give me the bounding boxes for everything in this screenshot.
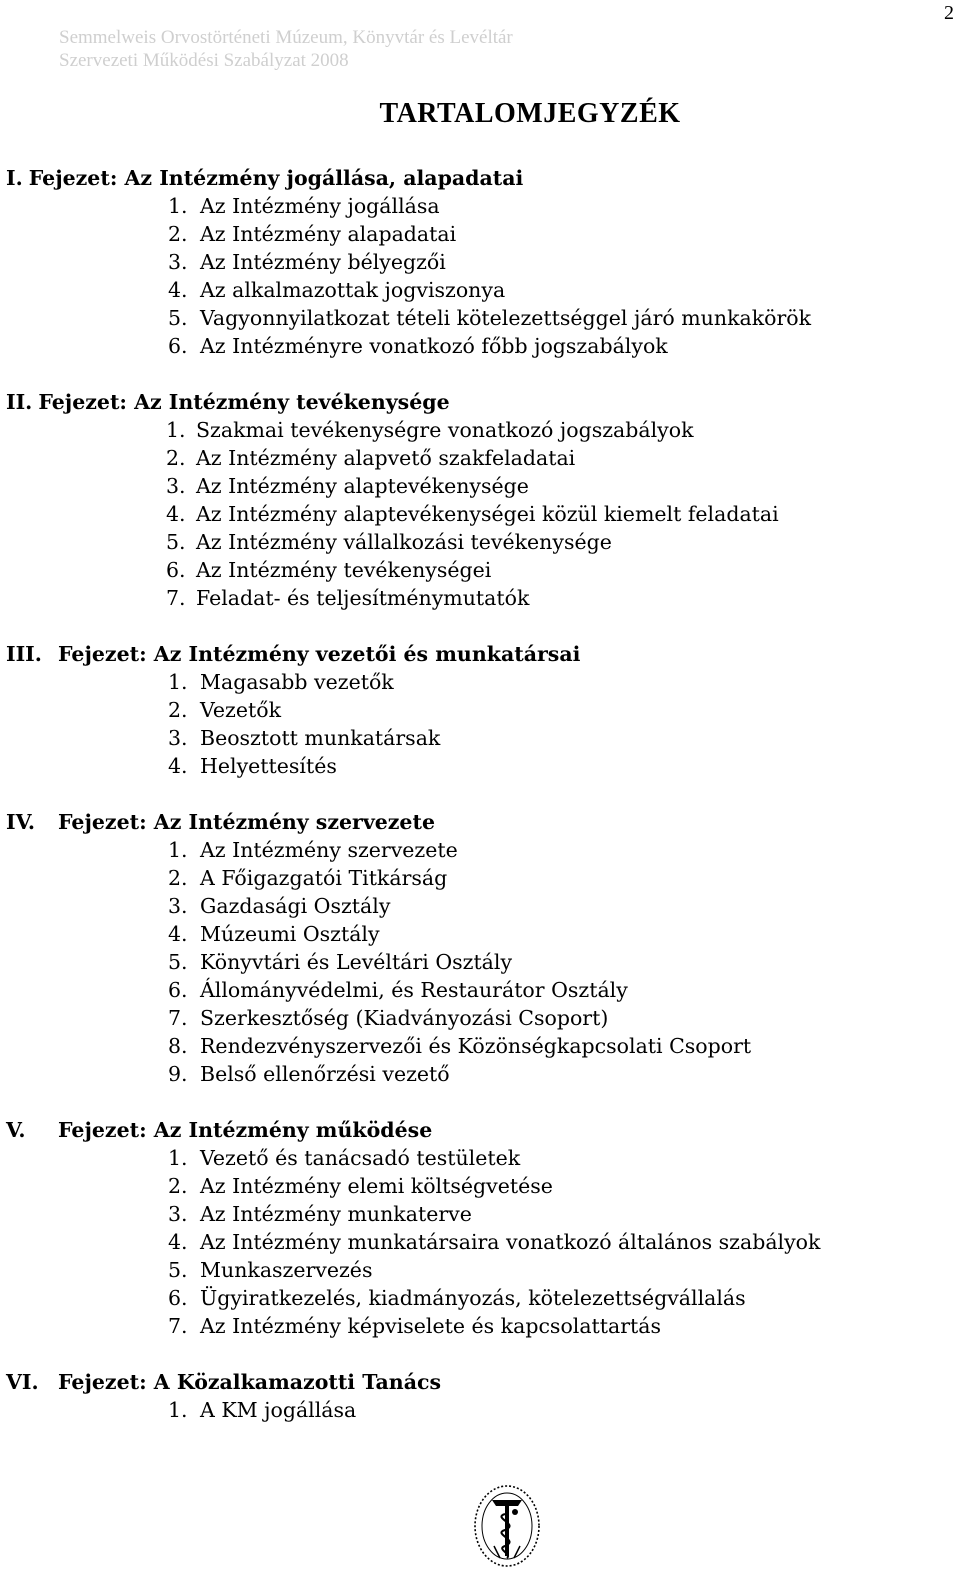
- header-watermark: [59, 26, 513, 72]
- item-text: Szerkesztőség (Kiadványozási Csoport): [200, 1006, 609, 1030]
- item-text: Az Intézmény munkatársaira vonatkozó általános szabályok: [200, 1230, 821, 1254]
- list-item[interactable]: [0, 192, 960, 220]
- chapter-title: Fejezet: Az Intézmény jogállása, alapadatai: [28, 166, 524, 190]
- item-number: 6.: [166, 558, 186, 582]
- item-number: 5.: [168, 306, 188, 330]
- list-item[interactable]: [0, 864, 960, 892]
- item-number: 2.: [168, 222, 188, 246]
- list-item[interactable]: [0, 1144, 960, 1172]
- list-item[interactable]: [0, 276, 960, 304]
- chapter-title: Fejezet: A Közalkamazotti Tanács: [58, 1370, 442, 1394]
- item-number: 8.: [168, 1034, 188, 1058]
- item-number: 4.: [168, 1230, 188, 1254]
- item-number: 1.: [168, 670, 188, 694]
- item-text: Az Intézményre vonatkozó főbb jogszabályok: [200, 334, 668, 358]
- item-text: Az Intézmény alapadatai: [200, 222, 457, 246]
- item-number: 3.: [168, 250, 188, 274]
- item-number: 3.: [168, 1202, 188, 1226]
- list-item[interactable]: [0, 1256, 960, 1284]
- list-item[interactable]: [0, 1312, 960, 1340]
- chapter-title: Fejezet: Az Intézmény tevékenysége: [38, 390, 450, 414]
- list-item[interactable]: [0, 1172, 960, 1200]
- chapter-title: Fejezet: Az Intézmény vezetői és munkatársai: [58, 642, 581, 666]
- chapter-heading[interactable]: [0, 1116, 960, 1144]
- item-text: Múzeumi Osztály: [200, 922, 380, 946]
- item-text: A Főigazgatói Titkárság: [200, 866, 448, 890]
- chapter-3: [0, 640, 960, 780]
- list-item[interactable]: [0, 1396, 960, 1424]
- item-number: 5.: [166, 530, 186, 554]
- chapter-heading[interactable]: [0, 640, 960, 668]
- header-institution: Semmelweis Orvostörténeti Múzeum, Könyvtár és Levéltár: [59, 27, 513, 48]
- item-text: Az Intézmény elemi költségvetése: [200, 1174, 553, 1198]
- list-item[interactable]: [0, 976, 960, 1004]
- header-document: Szervezeti Működési Szabályzat 2008: [59, 50, 349, 71]
- list-item[interactable]: [0, 556, 960, 584]
- item-text: Magasabb vezetők: [200, 670, 394, 694]
- list-item[interactable]: [0, 416, 960, 444]
- list-item[interactable]: [0, 1004, 960, 1032]
- item-number: 7.: [168, 1006, 188, 1030]
- item-number: 4.: [168, 754, 188, 778]
- list-item[interactable]: [0, 696, 960, 724]
- list-item[interactable]: [0, 1032, 960, 1060]
- chapter-heading[interactable]: [0, 808, 960, 836]
- item-text: Belső ellenőrzési vezető: [200, 1062, 450, 1086]
- chapter-number: II.: [6, 390, 33, 414]
- item-number: 1.: [168, 838, 188, 862]
- item-text: Vezetők: [200, 698, 281, 722]
- item-text: Állományvédelmi, és Restaurátor Osztály: [200, 978, 628, 1002]
- list-item[interactable]: [0, 920, 960, 948]
- list-item[interactable]: [0, 1060, 960, 1088]
- item-number: 6.: [168, 978, 188, 1002]
- list-item[interactable]: [0, 528, 960, 556]
- chapter-heading[interactable]: [0, 388, 960, 416]
- item-number: 4.: [168, 922, 188, 946]
- list-item[interactable]: [0, 220, 960, 248]
- chapter-title: Fejezet: Az Intézmény szervezete: [58, 810, 435, 834]
- item-number: 1.: [168, 194, 188, 218]
- item-number: 5.: [168, 950, 188, 974]
- list-item[interactable]: [0, 500, 960, 528]
- chapter-number: I.: [6, 166, 23, 190]
- item-text: Az Intézmény alaptevékenységei közül kiemelt feladatai: [196, 502, 779, 526]
- chapter-5: [0, 1116, 960, 1340]
- list-item[interactable]: [0, 1284, 960, 1312]
- item-number: 3.: [168, 726, 188, 750]
- item-number: 2.: [168, 698, 188, 722]
- item-text: Gazdasági Osztály: [200, 894, 391, 918]
- list-item[interactable]: [0, 332, 960, 360]
- item-text: Szakmai tevékenységre vonatkozó jogszabályok: [196, 418, 694, 442]
- item-number: 2.: [168, 866, 188, 890]
- item-number: 6.: [168, 1286, 188, 1310]
- list-item[interactable]: [0, 1200, 960, 1228]
- list-item[interactable]: [0, 752, 960, 780]
- item-number: 7.: [168, 1314, 188, 1338]
- item-text: Az Intézmény alapvető szakfeladatai: [196, 446, 576, 470]
- item-number: 2.: [168, 1174, 188, 1198]
- item-number: 5.: [168, 1258, 188, 1282]
- list-item[interactable]: [0, 248, 960, 276]
- item-text: Az Intézmény képviselete és kapcsolattartás: [200, 1314, 662, 1338]
- item-text: Ügyiratkezelés, kiadmányozás, kötelezettségvállalás: [200, 1286, 746, 1310]
- item-text: Az Intézmény jogállása: [200, 194, 440, 218]
- item-number: 3.: [166, 474, 186, 498]
- list-item[interactable]: [0, 892, 960, 920]
- list-item[interactable]: [0, 472, 960, 500]
- item-number: 2.: [166, 446, 186, 470]
- item-text: Helyettesítés: [200, 754, 337, 778]
- chapter-6: [0, 1368, 960, 1424]
- list-item[interactable]: [0, 948, 960, 976]
- item-text: Az alkalmazottak jogviszonya: [200, 278, 506, 302]
- list-item[interactable]: [0, 584, 960, 612]
- item-text: Beosztott munkatársak: [200, 726, 441, 750]
- item-number: 9.: [168, 1062, 188, 1086]
- item-number: 1.: [168, 1146, 188, 1170]
- chapter-heading[interactable]: [0, 164, 960, 192]
- list-item[interactable]: [0, 668, 960, 696]
- item-number: 1.: [166, 418, 186, 442]
- item-text: Az Intézmény tevékenységei: [196, 558, 492, 582]
- item-text: Az Intézmény szervezete: [200, 838, 458, 862]
- item-text: Vagyonnyilatkozat tételi kötelezettséggel járó munkakörök: [200, 306, 812, 330]
- item-text: Rendezvényszervezői és Közönségkapcsolati Csoport: [200, 1034, 752, 1058]
- item-text: Az Intézmény bélyegzői: [200, 250, 446, 274]
- item-number: 3.: [168, 894, 188, 918]
- chapter-title: Fejezet: Az Intézmény működése: [58, 1118, 433, 1142]
- chapter-4: [0, 808, 960, 1088]
- item-text: Az Intézmény vállalkozási tevékenysége: [196, 530, 612, 554]
- museum-seal-icon: [472, 1484, 542, 1570]
- item-number: 1.: [168, 1398, 188, 1422]
- item-number: 6.: [168, 334, 188, 358]
- chapter-heading[interactable]: [0, 1368, 960, 1396]
- chapter-number: IV.: [6, 810, 36, 834]
- item-text: Az Intézmény alaptevékenysége: [196, 474, 529, 498]
- chapter-number: III.: [6, 642, 42, 666]
- list-item[interactable]: [0, 836, 960, 864]
- list-item[interactable]: [0, 1228, 960, 1256]
- chapter-1: [0, 164, 960, 360]
- chapter-2: [0, 388, 960, 612]
- item-text: A KM jogállása: [200, 1398, 357, 1422]
- item-number: 4.: [168, 278, 188, 302]
- page-number: 2: [944, 2, 954, 24]
- item-text: Munkaszervezés: [200, 1258, 373, 1282]
- chapter-number: VI.: [6, 1370, 39, 1394]
- list-item[interactable]: [0, 724, 960, 752]
- list-item[interactable]: [0, 444, 960, 472]
- item-text: Vezető és tanácsadó testületek: [200, 1146, 521, 1170]
- item-text: Könyvtári és Levéltári Osztály: [200, 950, 513, 974]
- item-number: 4.: [166, 502, 186, 526]
- table-of-contents: [0, 164, 960, 1452]
- item-number: 7.: [166, 586, 186, 610]
- list-item[interactable]: [0, 304, 960, 332]
- item-text: Feladat- és teljesítménymutatók: [196, 586, 530, 610]
- page-title: TARTALOMJEGYZÉK: [379, 98, 681, 129]
- item-text: Az Intézmény munkaterve: [200, 1202, 472, 1226]
- chapter-number: V.: [6, 1118, 26, 1142]
